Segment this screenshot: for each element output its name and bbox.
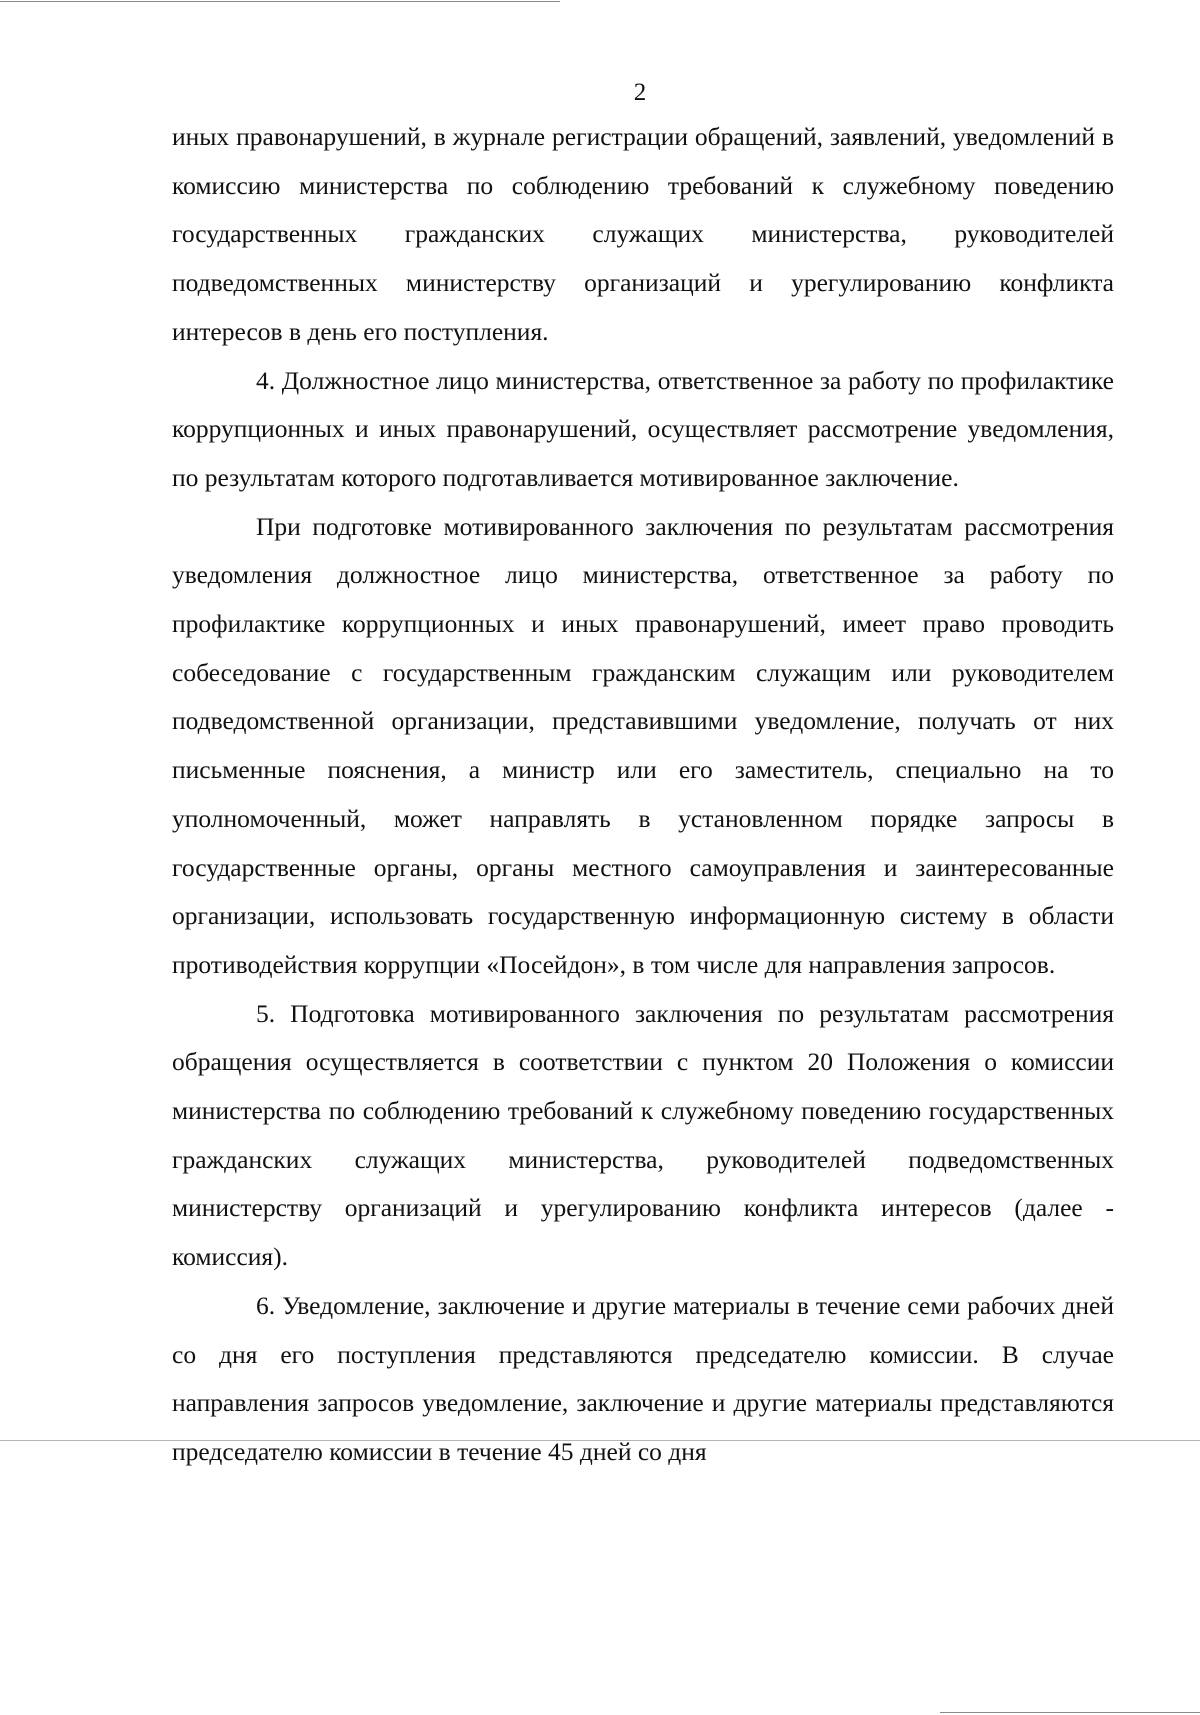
scan-artifact-top [0, 1, 560, 2]
paragraph-item-5: 5. Подготовка мотивированного заключения по результатам рассмотрения обращения осуществляется в соответствии с пунктом 20 Положения о комиссии министерства по соблюдению требований к служебному поведению государственных гражданских служащих министерства, руководителей подведомственных министерству организаций и урегулированию конфликта интересов (далее - комиссия). [172, 998, 1114, 1272]
document-body [172, 113, 1114, 1477]
paragraph-item-4: 4. Должностное лицо министерства, ответственное за работу по профилактике коррупционных и иных правонарушений, осуществляет рассмотрение уведомления, по результатам которого подготавливается мотивированное заключение. [172, 365, 1114, 492]
paragraph-continuation: иных правонарушений, в журнале регистрации обращений, заявлений, уведомлений в комиссию министерства по соблюдению требований к служебному поведению государственных гражданских служащих министерства, руководителей подведомственных министерству организаций и урегулированию конфликта интересов в день его поступления. [172, 122, 1114, 346]
scan-artifact-bottom [940, 1712, 1200, 1713]
paragraph-item-6: 6. Уведомление, заключение и другие материалы в течение семи рабочих дней со дня его поступления представляются председателю комиссии. В случае направления запросов уведомление, заключение и другие материалы представляются председателю комиссии в течение 45 дней со дня [172, 1290, 1114, 1466]
page-number: 2 [633, 79, 647, 106]
paragraph-item-4-details: При подготовке мотивированного заключения по результатам рассмотрения уведомления должностное лицо министерства, ответственное за работу по профилактике коррупционных и иных правонарушений, имеет право проводить собеседование с государственным гражданским служащим или руководителем подведомственной организации, представившими уведомление, получать от них письменные пояснения, а министр или его заместитель, специально на то уполномоченный, может направлять в установленном порядке запросы в государственные органы, органы местного самоуправления и заинтересованные организации, использовать государственную информационную систему в области противодействия коррупции «Посейдон», в том числе для направления запросов. [172, 511, 1114, 979]
